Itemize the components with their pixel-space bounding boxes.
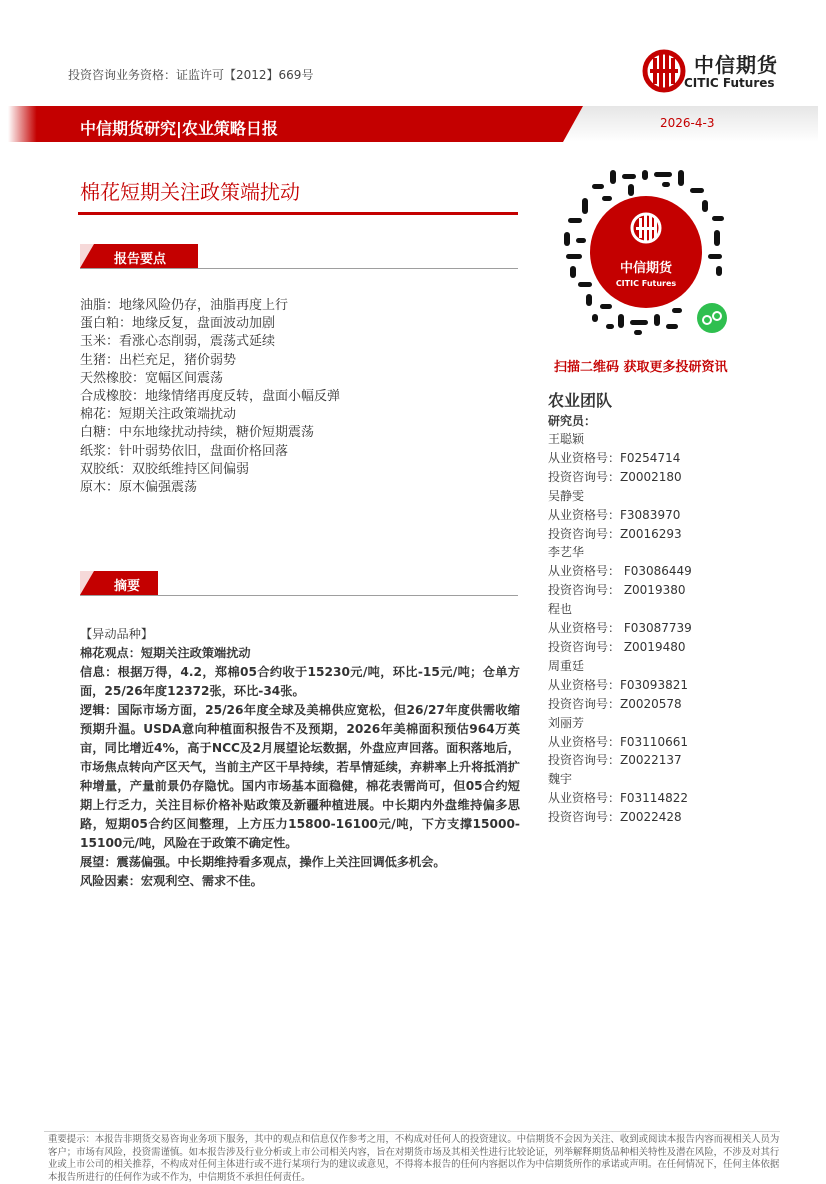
- list-item: 李艺华: [548, 545, 585, 560]
- qr-caption: 扫描二维码 获取更多投研资讯: [554, 360, 728, 375]
- list-item: 原木：原木偏强震荡: [80, 480, 198, 496]
- list-item: 双胶纸：双胶纸维持区间偏弱: [80, 461, 250, 477]
- summary-body: [80, 625, 520, 891]
- page-title: 棉花短期关注政策端扰动: [80, 180, 300, 204]
- list-item: 投资咨询号： Z0019380: [548, 583, 686, 598]
- list-item: 吴静雯: [548, 488, 585, 503]
- list-item: 纸浆：针叶弱势依旧，盘面价格回落: [80, 443, 289, 459]
- list-item: 投资咨询号：Z0002180: [548, 469, 682, 484]
- list-item: 投资咨询号：Z0022137: [548, 753, 682, 768]
- list-item: 合成橡胶：地缘情绪再度反转，盘面小幅反弹: [80, 389, 341, 405]
- team-title: 农业团队: [548, 391, 613, 410]
- banner-title: 中信期货研究|农业策略日报: [80, 119, 278, 138]
- list-item: 投资咨询号：Z0020578: [548, 696, 682, 711]
- list-item: 从业资格号： F03086449: [548, 564, 692, 579]
- list-item: 白糖：中东地缘扰动持续，糖价短期震荡: [80, 425, 315, 441]
- logo-cn-text: 中信期货: [694, 53, 778, 77]
- list-item: 从业资格号：F0254714: [548, 450, 681, 465]
- list-item: 投资咨询号： Z0019480: [548, 639, 686, 654]
- list-item: 投资咨询号：Z0022428: [548, 810, 682, 825]
- list-item: 从业资格号： F03087739: [548, 621, 692, 636]
- mini-program-icon: [697, 303, 727, 333]
- list-item: 魏宇: [548, 772, 573, 787]
- list-item: 王聪颖: [548, 432, 585, 446]
- summary-logic: 逻辑：国际市场方面，25/26年度全球及美棉供应宽松，但26/27年度供需收缩预期升温。USDA意向种植面积报告不及预期，2026年美棉面积预估964万英亩，同比增近4%，高于NCC及2月展望论坛数据，外盘应声回落。面积落地后，市场焦点转向产区天气，当前主产区干旱持续，若旱情延续，弃耕率上升将抵消扩种增量，产量前景仍存隐忧。国内市场基本面稳健，棉花表需尚可，但05合约短期上行乏力，关注目标价格补贴政策及新疆种植进展。中长期内外盘维持偏多思路，短期05合约区间整理，上方压力15800-16100元/吨，下方支撑15000-15100元/吨，风险在于政策不确定性。: [80, 703, 520, 850]
- researchers-label: 研究员：: [548, 414, 597, 428]
- list-item: 刘丽芳: [548, 715, 585, 730]
- report-date: 2026-4-3: [660, 116, 715, 130]
- list-item: 从业资格号：F03093821: [548, 677, 688, 692]
- list-item: 生猪：出栏充足，猪价弱势: [80, 352, 237, 368]
- list-item: 程也: [548, 602, 573, 617]
- qr-center-cn: 中信期货: [619, 261, 673, 276]
- disclaimer-text: 重要提示：本报告非期货交易咨询业务项下服务，其中的观点和信息仅作参考之用，不构成对任何人的投资建议。中信期货不会因为关注、收到或阅读本报告内容而视相关人员为客户；市场有风险，投资需谨慎。如本报告涉及行业分析或上市公司相关内容，旨在对期货市场及其相关性进行比较论证，列举解释期货品种相关特性及潜在风险，不涉及对其行业或上市公司的相关推荐，不构成对任何主体进行或不进行某项行为的建议或意见，不得将本报告的任何内容据以作为中信期货所作的承诺或声明。在任何情况下，任何主体依据本报告所进行的任何作为或不作为，中信期货不承担任何责任。: [48, 1134, 780, 1183]
- summary-label: 摘要: [114, 579, 141, 594]
- summary-info: 信息：根据万得，4.2，郑棉05合约收于15230元/吨，环比-15元/吨；仓单方面，25/26年度12372张，环比-34张。: [80, 665, 520, 698]
- list-item: 天然橡胶：宽幅区间震荡: [80, 370, 224, 386]
- highlights-underline: [80, 268, 518, 269]
- summary-view: 棉花观点：短期关注政策端扰动: [80, 646, 251, 660]
- qr-center-en: CITIC Futures: [615, 279, 677, 288]
- summary-category: 【异动品种】: [80, 627, 154, 641]
- qr-code[interactable]: [562, 168, 730, 336]
- list-item: 玉米：看涨心态削弱，震荡式延续: [80, 334, 276, 350]
- summary-risk: 风险因素：宏观利空、需求不佳。: [80, 874, 263, 888]
- summary-outlook: 展望：震荡偏强。中长期维持看多观点，操作上关注回调低多机会。: [80, 855, 446, 869]
- list-item: 从业资格号：F03110661: [548, 734, 688, 749]
- license-text: 投资咨询业务资格：证监许可【2012】669号: [68, 68, 314, 82]
- title-divider: [78, 212, 518, 215]
- list-item: 油脂：地缘风险仍存，油脂再度上行: [80, 298, 289, 313]
- logo-en-text: CITIC Futures: [684, 76, 775, 90]
- list-item: 从业资格号：F03114822: [548, 791, 688, 806]
- highlights-label: 报告要点: [114, 252, 167, 267]
- list-item: 棉花：短期关注政策端扰动: [80, 407, 237, 423]
- list-item: 投资咨询号：Z0016293: [548, 526, 682, 541]
- list-item: 周重廷: [548, 658, 585, 673]
- list-item: 从业资格号：F3083970: [548, 507, 681, 522]
- list-item: 蛋白粕：地缘反复，盘面波动加剧: [80, 316, 276, 332]
- summary-underline: [80, 595, 518, 596]
- team-list: [548, 430, 692, 827]
- footer-divider: [44, 1131, 780, 1132]
- highlights-list: [80, 297, 340, 497]
